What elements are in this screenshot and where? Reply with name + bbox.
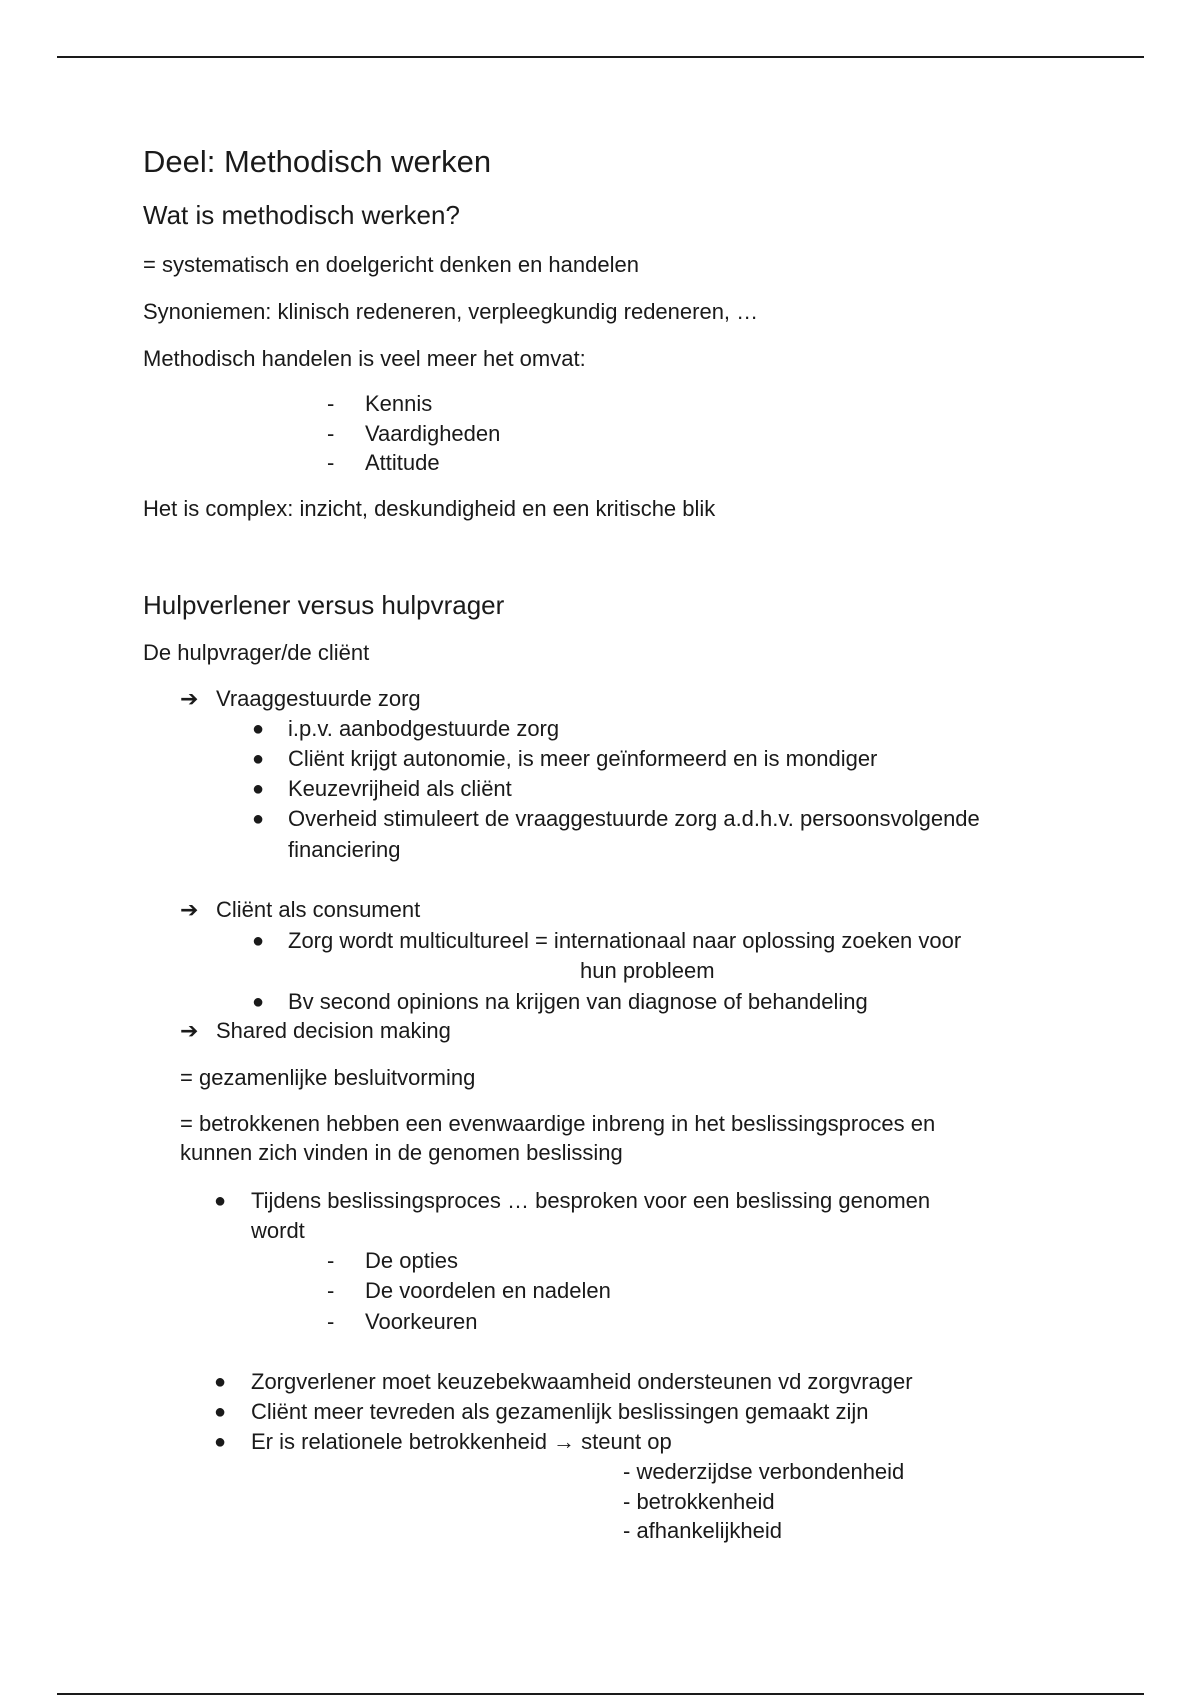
scope-intro: Methodisch handelen is veel meer het omvat: [143,346,586,371]
bullet-icon: ● [252,991,265,1013]
bullet-icon: ● [214,1401,227,1423]
synonyms-text: Synoniemen: klinisch redeneren, verpleegkundig redeneren, … [143,299,759,324]
arrow-item-label: Vraaggestuurde zorg [216,686,421,711]
list-item: Keuzevrijheid als cliënt [288,776,512,801]
dash-marker: - [327,391,335,416]
bullet-icon: ● [252,930,265,952]
bullet-icon: ● [252,808,265,830]
footer-rule [57,1693,1144,1695]
list-item: De opties [365,1248,458,1273]
sub-item: - afhankelijkheid [623,1518,782,1543]
list-item: Kennis [365,391,433,416]
header-rule [57,56,1144,58]
arrow-icon: ➔ [180,686,199,711]
arrow-item-label: Shared decision making [216,1018,451,1043]
definition-text-continuation: kunnen zich vinden in de genomen beslissing [180,1140,623,1165]
definition-text: = gezamenlijke besluitvorming [180,1065,476,1090]
list-item: Zorgverlener moet keuzebekwaamheid ondersteunen vd zorgvrager [251,1369,913,1394]
list-item: Vaardigheden [365,421,501,446]
list-item: Zorg wordt multicultureel = internationaal naar oplossing zoeken voor [288,928,962,953]
list-item: Voorkeuren [365,1309,478,1334]
arrow-icon: ➔ [180,1018,199,1043]
dash-marker: - [327,450,335,475]
list-item: Er is relationele betrokkenheid → steunt op [251,1429,672,1454]
bullet-icon: ● [214,1431,227,1453]
definition-text: = betrokkenen hebben een evenwaardige inbreng in het beslissingsproces en [180,1111,936,1136]
section-heading: Hulpverlener versus hulpvrager [143,590,505,620]
bullet-icon: ● [252,718,265,740]
list-item: Attitude [365,450,440,475]
list-item: Bv second opinions na krijgen van diagnose of behandeling [288,989,868,1014]
bullet-icon: ● [252,778,265,800]
dash-marker: - [327,421,335,446]
sub-item: - wederzijdse verbondenheid [623,1459,905,1484]
dash-marker: - [327,1309,335,1334]
sub-item: - betrokkenheid [623,1489,775,1514]
definition-text: = systematisch en doelgericht denken en handelen [143,252,639,277]
list-item-continuation: wordt [251,1218,305,1243]
arrow-icon: ➔ [180,897,199,922]
list-item: Cliënt meer tevreden als gezamenlijk beslissingen gemaakt zijn [251,1399,869,1424]
list-item: Cliënt krijgt autonomie, is meer geïnformeerd en is mondiger [288,746,878,771]
list-item: i.p.v. aanbodgestuurde zorg [288,716,560,741]
dash-marker: - [327,1248,335,1273]
page-title: Deel: Methodisch werken [143,144,492,179]
bullet-icon: ● [214,1371,227,1393]
section-heading: Wat is methodisch werken? [143,200,460,230]
intro-text: De hulpvrager/de cliënt [143,640,370,665]
bullet-icon: ● [214,1190,227,1212]
arrow-item-label: Cliënt als consument [216,897,421,922]
bullet-icon: ● [252,748,265,770]
list-item: De voordelen en nadelen [365,1278,611,1303]
complexity-text: Het is complex: inzicht, deskundigheid en een kritische blik [143,496,716,521]
list-item: Tijdens beslissingsproces … besproken voor een beslissing genomen [251,1188,931,1213]
list-item-continuation: hun probleem [580,958,715,983]
list-item: Overheid stimuleert de vraaggestuurde zorg a.d.h.v. persoonsvolgende [288,806,980,831]
list-item-continuation: financiering [288,837,401,862]
dash-marker: - [327,1278,335,1303]
